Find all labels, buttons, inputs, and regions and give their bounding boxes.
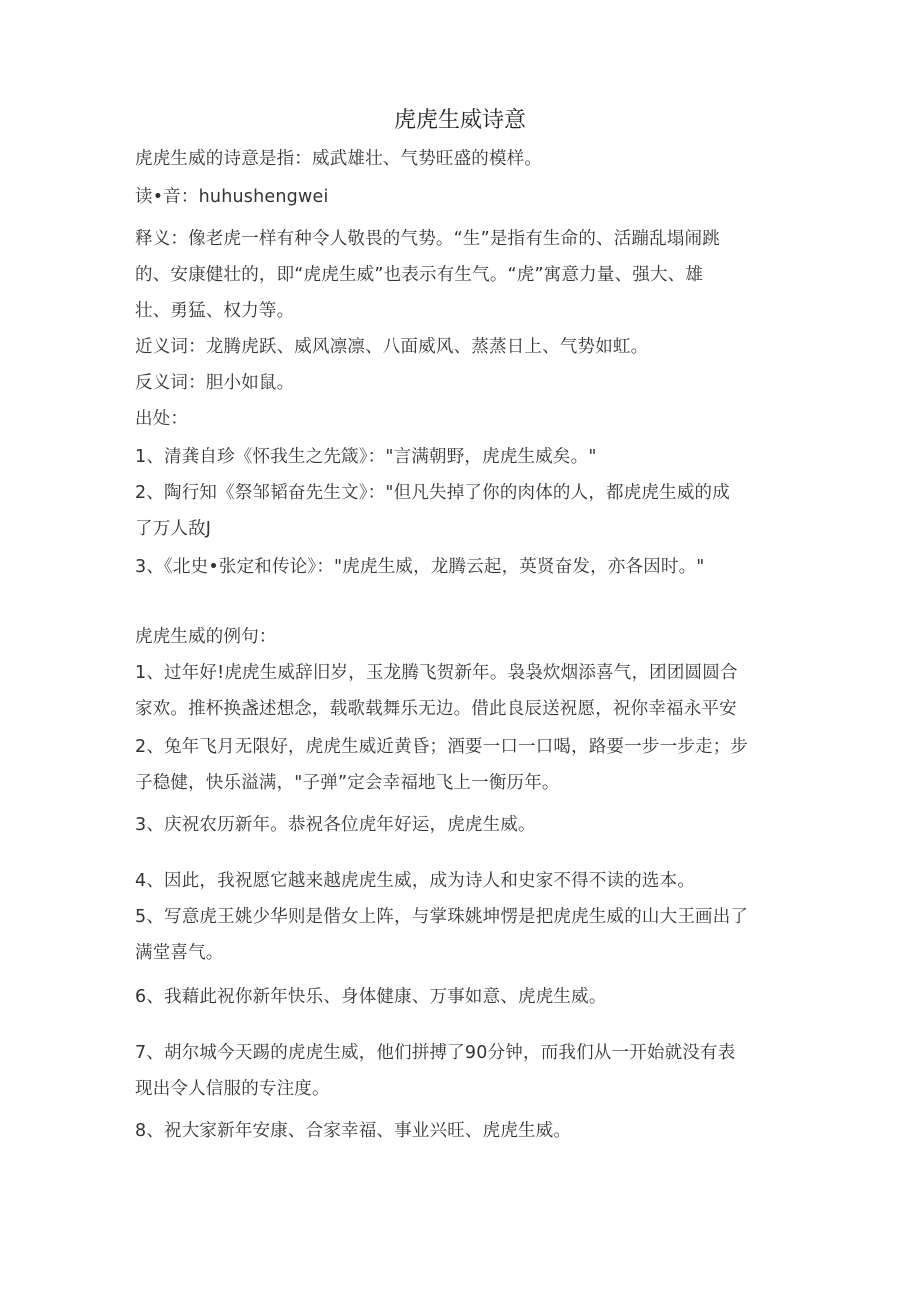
example-4: 4、因此，我祝愿它越来越虎虎生威，成为诗人和史家不得不读的选本。: [135, 871, 696, 891]
source-item-1: 1、清龚自珍《怀我生之先箴》："言满朝野，虎虎生威矣。": [135, 447, 597, 467]
example-8: 8、祝大家新年安康、合家幸福、事业兴旺、虎虎生威。: [135, 1121, 572, 1141]
example-5-line-1: 5、写意虎王姚少华则是偕女上阵，与掌珠姚坤愣是把虎虎生威的山大王画出了: [135, 907, 749, 927]
example-1-line-1: 1、过年好!虎虎生威辞旧岁，玉龙腾飞贺新年。袅袅炊烟添喜气，团团圆圆合: [135, 663, 738, 683]
meaning-line-3: 壮、勇猛、权力等。: [135, 301, 295, 321]
document-title: 虎虎生威诗意: [393, 108, 526, 133]
source-item-2-line-2: 了万人敌J: [135, 519, 212, 539]
example-3: 3、庆祝农历新年。恭祝各位虎年好运，虎虎生威。: [135, 815, 536, 835]
definition-line: 虎虎生威的诗意是指：威武雄壮、气势旺盛的模样。: [135, 149, 543, 169]
example-6: 6、我藉此祝你新年快乐、身体健康、万事如意、虎虎生威。: [135, 987, 607, 1007]
example-2-line-1: 2、兔年飞月无限好，虎虎生威近黄昏；酒要一口一口喝，路要一步一步走；步: [135, 737, 749, 757]
pronunciation-line: 读•音：huhushengwei: [135, 187, 329, 207]
source-item-3: 3、《北史•张定和传论》："虎虎生威，龙腾云起，英贤奋发，亦各因时。": [135, 557, 705, 577]
example-5-line-2: 满堂喜气。: [135, 943, 224, 963]
source-item-2-line-1: 2、陶行知《祭邹韬奋先生文》："但凡失掉了你的肉体的人，都虎虎生威的成: [135, 483, 730, 503]
example-7-line-2: 现出令人信服的专注度。: [135, 1079, 330, 1099]
example-2-line-2: 子稳健，快乐溢满，"子弹”定会幸福地飞上一衡历年。: [135, 773, 560, 793]
antonyms-line: 反义词：胆小如鼠。: [135, 373, 295, 393]
example-7-line-1: 7、胡尔城今天踢的虎虎生威，他们拼搏了90分钟，而我们从一开始就没有表: [135, 1043, 736, 1063]
meaning-line-2: 的、安康健壮的，即“虎虎生威”也表示有生气。“虎”寓意力量、强大、雄: [135, 265, 704, 285]
meaning-line-1: 释义：像老虎一样有种令人敬畏的气势。“生”是指有生命的、活蹦乱塌闹跳: [135, 229, 720, 249]
source-heading: 出处：: [135, 409, 189, 429]
examples-heading: 虎虎生威的例句：: [135, 627, 277, 647]
example-1-line-2: 家欢。推杯换盏述想念，载歌载舞乐无边。借此良辰送祝愿，祝你幸福永平安: [135, 699, 737, 719]
synonyms-line: 近义词：龙腾虎跃、威风凛凛、八面威风、蒸蒸日上、气势如虹。: [135, 337, 649, 357]
